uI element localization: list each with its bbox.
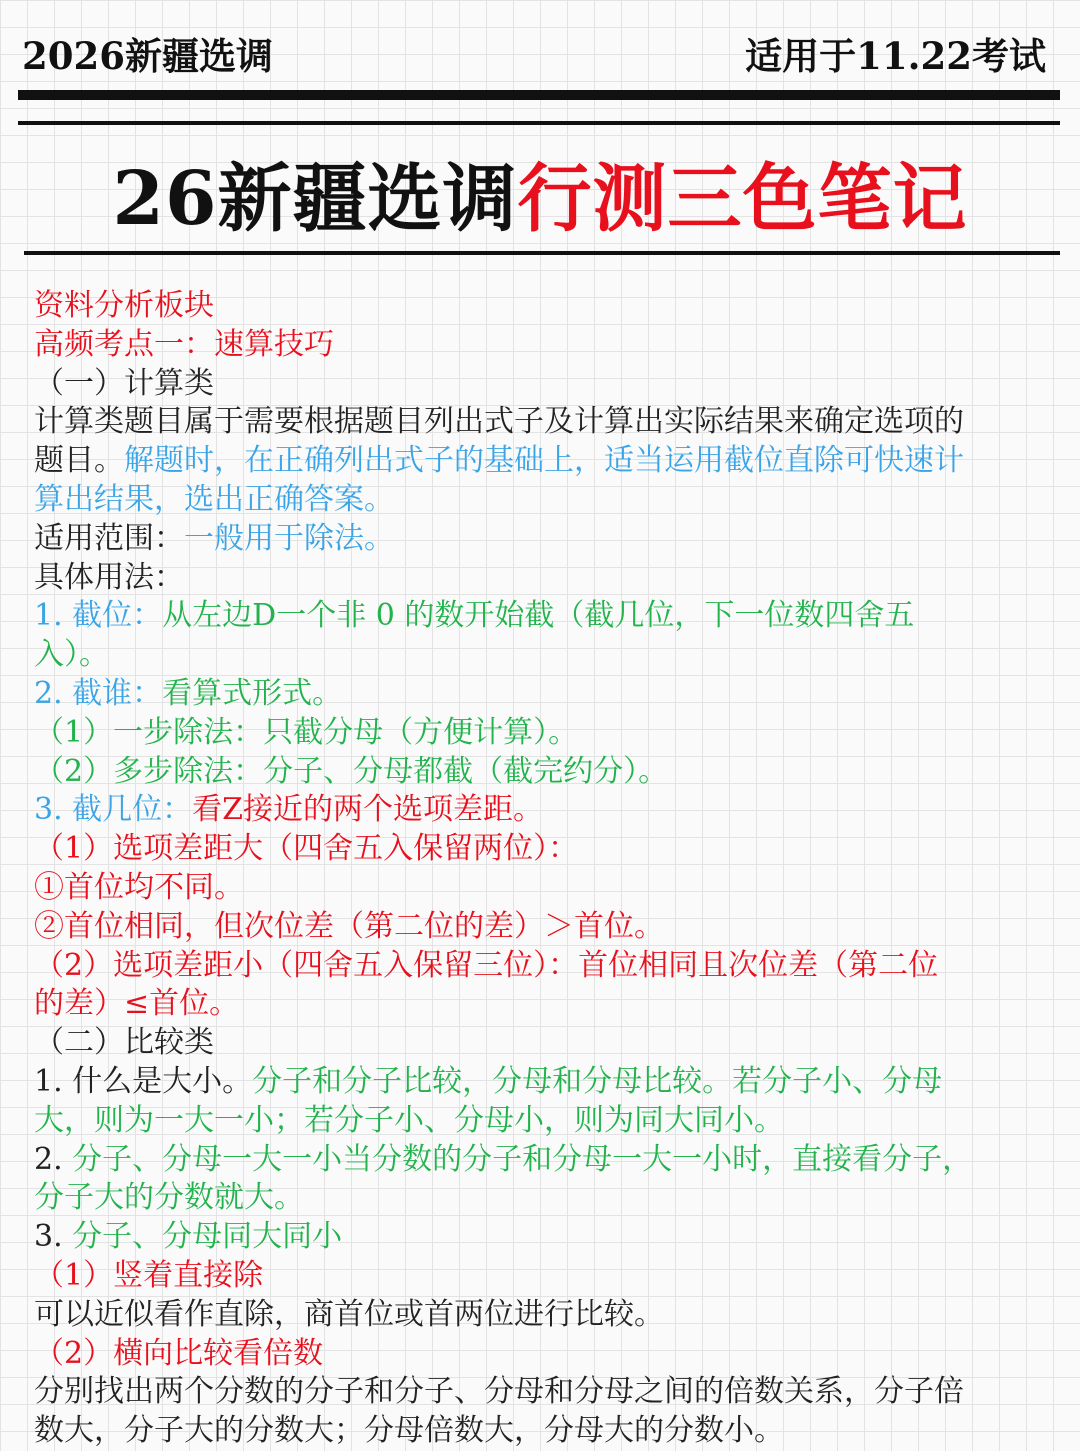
note-line [34, 403, 1044, 442]
note-line [34, 947, 1044, 986]
note-segment: （2）多步除法：分子、分母都截（截完约分）。 [34, 753, 669, 789]
note-line [34, 1141, 1044, 1180]
note-segment: 分子、分母一大一小当分数的分子和分母一大一小时，直接看分子， [72, 1141, 973, 1177]
note-segment: （1）选项差距大（四舍五入保留两位）： [34, 831, 579, 867]
note-line [34, 1335, 1044, 1374]
note-segment: 3. 截几位： [34, 792, 193, 828]
note-line [34, 1179, 1044, 1218]
note-segment: 的差）≤首位。 [34, 986, 240, 1022]
note-line [34, 1373, 1044, 1412]
title-bottom-divider [24, 251, 1060, 255]
note-line [34, 908, 1044, 947]
note-line [34, 287, 1044, 326]
note-line [34, 830, 1044, 869]
top-thick-divider [18, 90, 1060, 100]
title-red-part: 行测三色笔记 [517, 156, 968, 242]
note-line [34, 1024, 1044, 1063]
note-line [34, 481, 1044, 520]
note-line [34, 985, 1044, 1024]
notes-body [34, 287, 1044, 1451]
note-segment: 分子大的分数就大。 [34, 1180, 304, 1216]
top-thin-divider [18, 121, 1060, 125]
note-segment: 算出结果，选出正确答案。 [34, 481, 394, 517]
note-segment: 分子、分母同大同小 [72, 1219, 343, 1255]
note-segment: （一）计算类 [34, 365, 214, 401]
note-segment: 计算类题目属于需要根据题目列出式子及计算出实际结果来确定选项的 [34, 404, 964, 440]
note-segment: 1. 截位： [34, 598, 163, 634]
note-line [34, 1296, 1044, 1335]
note-line [34, 1412, 1044, 1451]
header-left-label: 2026新疆选调 [22, 34, 273, 78]
note-line [34, 442, 1044, 481]
note-segment: （二）比较类 [34, 1025, 214, 1061]
note-segment: 从左边D一个非 0 的数开始截（截几位，下一位数四舍五 [162, 598, 915, 634]
title-black-part: 26新疆选调 [112, 156, 518, 242]
note-segment: 看算式形式。 [162, 675, 343, 711]
note-line [34, 1102, 1044, 1141]
note-segment: 具体用法： [34, 559, 184, 595]
note-segment: 适用范围： [34, 520, 184, 556]
page-title [0, 140, 1080, 246]
note-segment: 可以近似看作直除，商首位或首两位进行比较。 [34, 1296, 664, 1332]
note-segment: 数大，分子大的分数大；分母倍数大，分母大的分数小。 [34, 1413, 784, 1449]
note-segment: ①首位均不同。 [34, 869, 244, 905]
note-segment: 2. 截谁： [34, 675, 163, 711]
note-line [34, 714, 1044, 753]
note-segment: （2）横向比较看倍数 [34, 1335, 324, 1371]
note-line [34, 520, 1044, 559]
note-segment: 3. [34, 1219, 73, 1255]
note-line [34, 636, 1044, 675]
note-line [34, 1218, 1044, 1257]
note-line [34, 597, 1044, 636]
note-segment: 高频考点一：速算技巧 [34, 326, 334, 362]
note-line [34, 791, 1044, 830]
note-line [34, 326, 1044, 365]
note-segment: 入）。 [34, 637, 109, 673]
note-segment: 2. [34, 1141, 73, 1177]
note-line [34, 869, 1044, 908]
note-segment: 看Z接近的两个选项差距。 [192, 792, 544, 828]
note-segment: 资料分析板块 [34, 288, 214, 323]
note-segment: （2）选项差距小（四舍五入保留三位）：首位相同且次位差（第二位 [34, 947, 939, 983]
note-segment: 分别找出两个分数的分子和分子、分母和分母之间的倍数关系，分子倍 [34, 1374, 964, 1410]
note-line [34, 365, 1044, 404]
note-segment: （1）竖着直接除 [34, 1257, 264, 1293]
note-segment: （1）一步除法：只截分母（方便计算）。 [34, 714, 579, 750]
note-segment: 1. 什么是大小。 [34, 1063, 253, 1099]
note-segment: 一般用于除法。 [184, 520, 394, 556]
note-segment: ②首位相同，但次位差（第二位的差）＞首位。 [34, 908, 664, 944]
note-segment: 解题时，在正确列出式子的基础上，适当运用截位直除可快速计 [124, 443, 964, 479]
note-segment: 大，则为一大一小；若分子小、分母小，则为同大同小。 [34, 1102, 784, 1138]
note-line [34, 753, 1044, 792]
note-segment: 分子和分子比较，分母和分母比较。若分子小、分母 [252, 1063, 943, 1099]
note-line [34, 1257, 1044, 1296]
note-line [34, 675, 1044, 714]
note-line [34, 1063, 1044, 1102]
header-right-label: 适用于11.22考试 [745, 34, 1046, 78]
note-segment: 题目。 [34, 443, 124, 479]
note-line [34, 559, 1044, 598]
